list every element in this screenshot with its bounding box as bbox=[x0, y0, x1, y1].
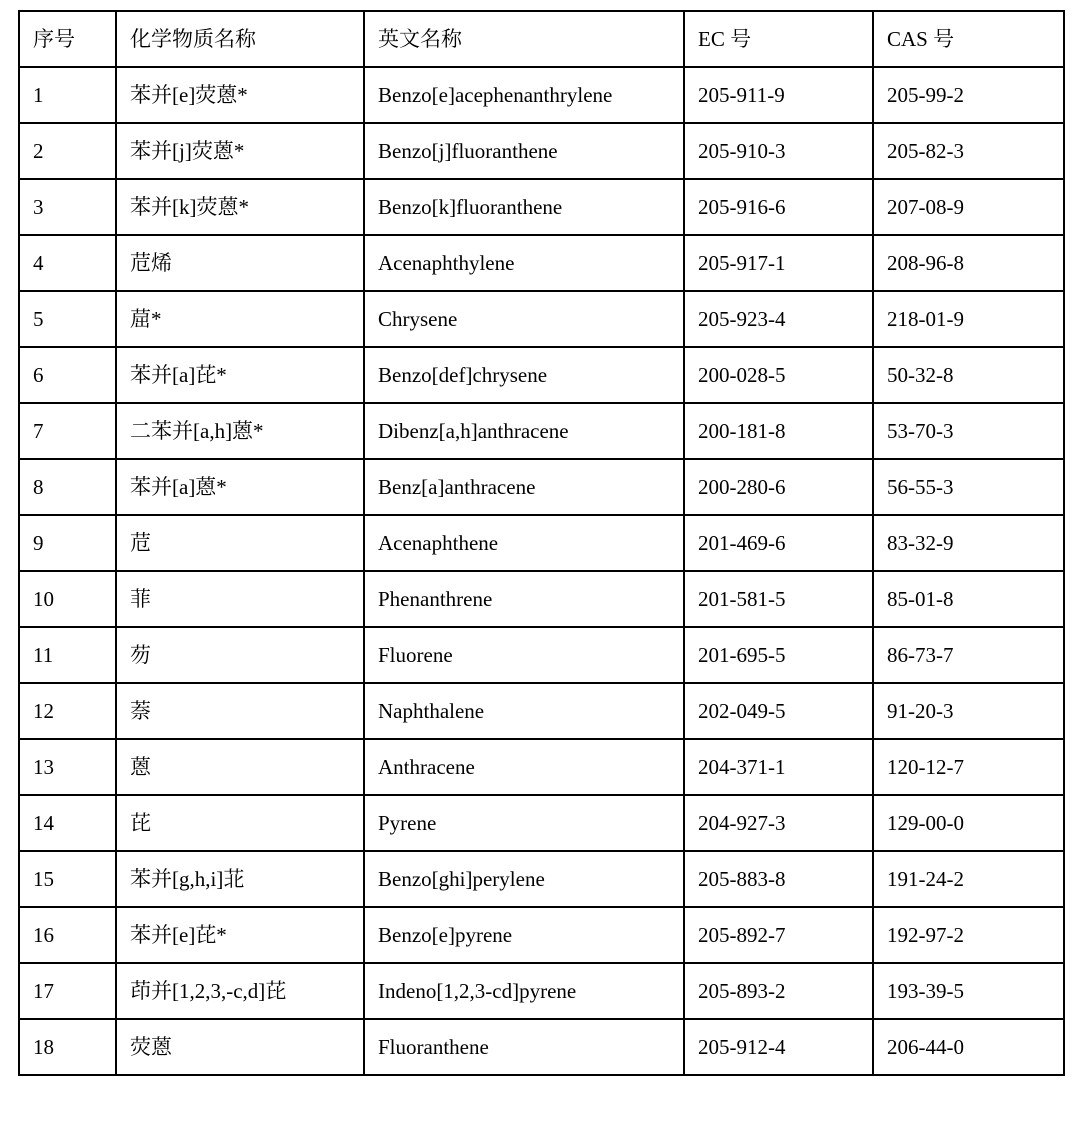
cell-cas: 129-00-0 bbox=[873, 795, 1064, 851]
table-row bbox=[19, 403, 1064, 459]
cell-no: 15 bbox=[19, 851, 116, 907]
cell-ec: 205-883-8 bbox=[684, 851, 873, 907]
cell-cas: 53-70-3 bbox=[873, 403, 1064, 459]
cell-en-name: Phenanthrene bbox=[364, 571, 684, 627]
table-row bbox=[19, 291, 1064, 347]
cell-cn-name: 芴 bbox=[116, 627, 364, 683]
cell-cas: 56-55-3 bbox=[873, 459, 1064, 515]
cell-cas: 207-08-9 bbox=[873, 179, 1064, 235]
cell-cn-name: 菲 bbox=[116, 571, 364, 627]
table-row bbox=[19, 515, 1064, 571]
cell-ec: 200-181-8 bbox=[684, 403, 873, 459]
cell-en-name: Indeno[1,2,3-cd]pyrene bbox=[364, 963, 684, 1019]
cell-no: 14 bbox=[19, 795, 116, 851]
cell-cas: 50-32-8 bbox=[873, 347, 1064, 403]
cell-no: 12 bbox=[19, 683, 116, 739]
cell-cas: 91-20-3 bbox=[873, 683, 1064, 739]
cell-cn-name: 苯并[a]蒽* bbox=[116, 459, 364, 515]
cell-ec: 205-912-4 bbox=[684, 1019, 873, 1075]
cell-no: 8 bbox=[19, 459, 116, 515]
cell-cas: 218-01-9 bbox=[873, 291, 1064, 347]
cell-no: 10 bbox=[19, 571, 116, 627]
cell-ec: 202-049-5 bbox=[684, 683, 873, 739]
cell-cn-name: 萘 bbox=[116, 683, 364, 739]
cell-cn-name: 荧蒽 bbox=[116, 1019, 364, 1075]
cell-ec: 204-927-3 bbox=[684, 795, 873, 851]
cell-en-name: Pyrene bbox=[364, 795, 684, 851]
cell-no: 5 bbox=[19, 291, 116, 347]
cell-no: 4 bbox=[19, 235, 116, 291]
cell-ec: 204-371-1 bbox=[684, 739, 873, 795]
cell-cn-name: 苯并[a]芘* bbox=[116, 347, 364, 403]
cell-en-name: Benzo[j]fluoranthene bbox=[364, 123, 684, 179]
cell-ec: 205-893-2 bbox=[684, 963, 873, 1019]
cell-ec: 205-911-9 bbox=[684, 67, 873, 123]
cell-cn-name: 䓛* bbox=[116, 291, 364, 347]
table-row bbox=[19, 571, 1064, 627]
cell-ec: 205-917-1 bbox=[684, 235, 873, 291]
cell-en-name: Benzo[e]acephenanthrylene bbox=[364, 67, 684, 123]
cell-en-name: Acenaphthene bbox=[364, 515, 684, 571]
table-row bbox=[19, 683, 1064, 739]
cell-cn-name: 苯并[j]荧蒽* bbox=[116, 123, 364, 179]
cell-en-name: Benzo[k]fluoranthene bbox=[364, 179, 684, 235]
table-body bbox=[19, 67, 1064, 1075]
cell-no: 17 bbox=[19, 963, 116, 1019]
cell-no: 7 bbox=[19, 403, 116, 459]
cell-en-name: Benz[a]anthracene bbox=[364, 459, 684, 515]
cell-ec: 205-923-4 bbox=[684, 291, 873, 347]
cell-cn-name: 苯并[k]荧蒽* bbox=[116, 179, 364, 235]
cell-cn-name: 芘 bbox=[116, 795, 364, 851]
cell-cn-name: 茚并[1,2,3,-c,d]芘 bbox=[116, 963, 364, 1019]
table-row bbox=[19, 459, 1064, 515]
cell-cn-name: 苊烯 bbox=[116, 235, 364, 291]
cell-cn-name: 苯并[g,h,i]苝 bbox=[116, 851, 364, 907]
cell-cas: 205-82-3 bbox=[873, 123, 1064, 179]
table-row bbox=[19, 851, 1064, 907]
cell-cas: 193-39-5 bbox=[873, 963, 1064, 1019]
cell-en-name: Dibenz[a,h]anthracene bbox=[364, 403, 684, 459]
cell-cas: 205-99-2 bbox=[873, 67, 1064, 123]
cell-no: 13 bbox=[19, 739, 116, 795]
cell-en-name: Fluorene bbox=[364, 627, 684, 683]
table-row bbox=[19, 907, 1064, 963]
cell-cas: 206-44-0 bbox=[873, 1019, 1064, 1075]
cell-ec: 200-280-6 bbox=[684, 459, 873, 515]
cell-ec: 201-581-5 bbox=[684, 571, 873, 627]
cell-cas: 86-73-7 bbox=[873, 627, 1064, 683]
cell-cas: 192-97-2 bbox=[873, 907, 1064, 963]
cell-cn-name: 二苯并[a,h]蒽* bbox=[116, 403, 364, 459]
column-header-en-name: 英文名称 bbox=[364, 11, 684, 67]
cell-cas: 191-24-2 bbox=[873, 851, 1064, 907]
cell-no: 16 bbox=[19, 907, 116, 963]
column-header-ec: EC 号 bbox=[684, 11, 873, 67]
table-row bbox=[19, 1019, 1064, 1075]
cell-en-name: Benzo[e]pyrene bbox=[364, 907, 684, 963]
column-header-no: 序号 bbox=[19, 11, 116, 67]
cell-en-name: Anthracene bbox=[364, 739, 684, 795]
cell-no: 18 bbox=[19, 1019, 116, 1075]
header-row bbox=[19, 11, 1064, 67]
table-row bbox=[19, 179, 1064, 235]
cell-no: 1 bbox=[19, 67, 116, 123]
cell-cas: 208-96-8 bbox=[873, 235, 1064, 291]
chemicals-table bbox=[18, 10, 1065, 1076]
cell-no: 2 bbox=[19, 123, 116, 179]
cell-cn-name: 蒽 bbox=[116, 739, 364, 795]
cell-cas: 85-01-8 bbox=[873, 571, 1064, 627]
cell-ec: 205-892-7 bbox=[684, 907, 873, 963]
cell-cn-name: 苯并[e]荧蒽* bbox=[116, 67, 364, 123]
cell-ec: 205-916-6 bbox=[684, 179, 873, 235]
cell-no: 9 bbox=[19, 515, 116, 571]
table-row bbox=[19, 739, 1064, 795]
cell-en-name: Benzo[ghi]perylene bbox=[364, 851, 684, 907]
table-row bbox=[19, 963, 1064, 1019]
cell-no: 6 bbox=[19, 347, 116, 403]
cell-cn-name: 苊 bbox=[116, 515, 364, 571]
cell-en-name: Benzo[def]chrysene bbox=[364, 347, 684, 403]
cell-cn-name: 苯并[e]芘* bbox=[116, 907, 364, 963]
cell-no: 11 bbox=[19, 627, 116, 683]
cell-cas: 120-12-7 bbox=[873, 739, 1064, 795]
cell-ec: 205-910-3 bbox=[684, 123, 873, 179]
cell-no: 3 bbox=[19, 179, 116, 235]
cell-cas: 83-32-9 bbox=[873, 515, 1064, 571]
table-row bbox=[19, 123, 1064, 179]
cell-ec: 201-695-5 bbox=[684, 627, 873, 683]
table-row bbox=[19, 67, 1064, 123]
cell-ec: 201-469-6 bbox=[684, 515, 873, 571]
cell-en-name: Naphthalene bbox=[364, 683, 684, 739]
cell-ec: 200-028-5 bbox=[684, 347, 873, 403]
cell-en-name: Chrysene bbox=[364, 291, 684, 347]
cell-en-name: Fluoranthene bbox=[364, 1019, 684, 1075]
table-row bbox=[19, 795, 1064, 851]
table-row bbox=[19, 347, 1064, 403]
column-header-cn-name: 化学物质名称 bbox=[116, 11, 364, 67]
cell-en-name: Acenaphthylene bbox=[364, 235, 684, 291]
table-row bbox=[19, 627, 1064, 683]
table-row bbox=[19, 235, 1064, 291]
column-header-cas: CAS 号 bbox=[873, 11, 1064, 67]
